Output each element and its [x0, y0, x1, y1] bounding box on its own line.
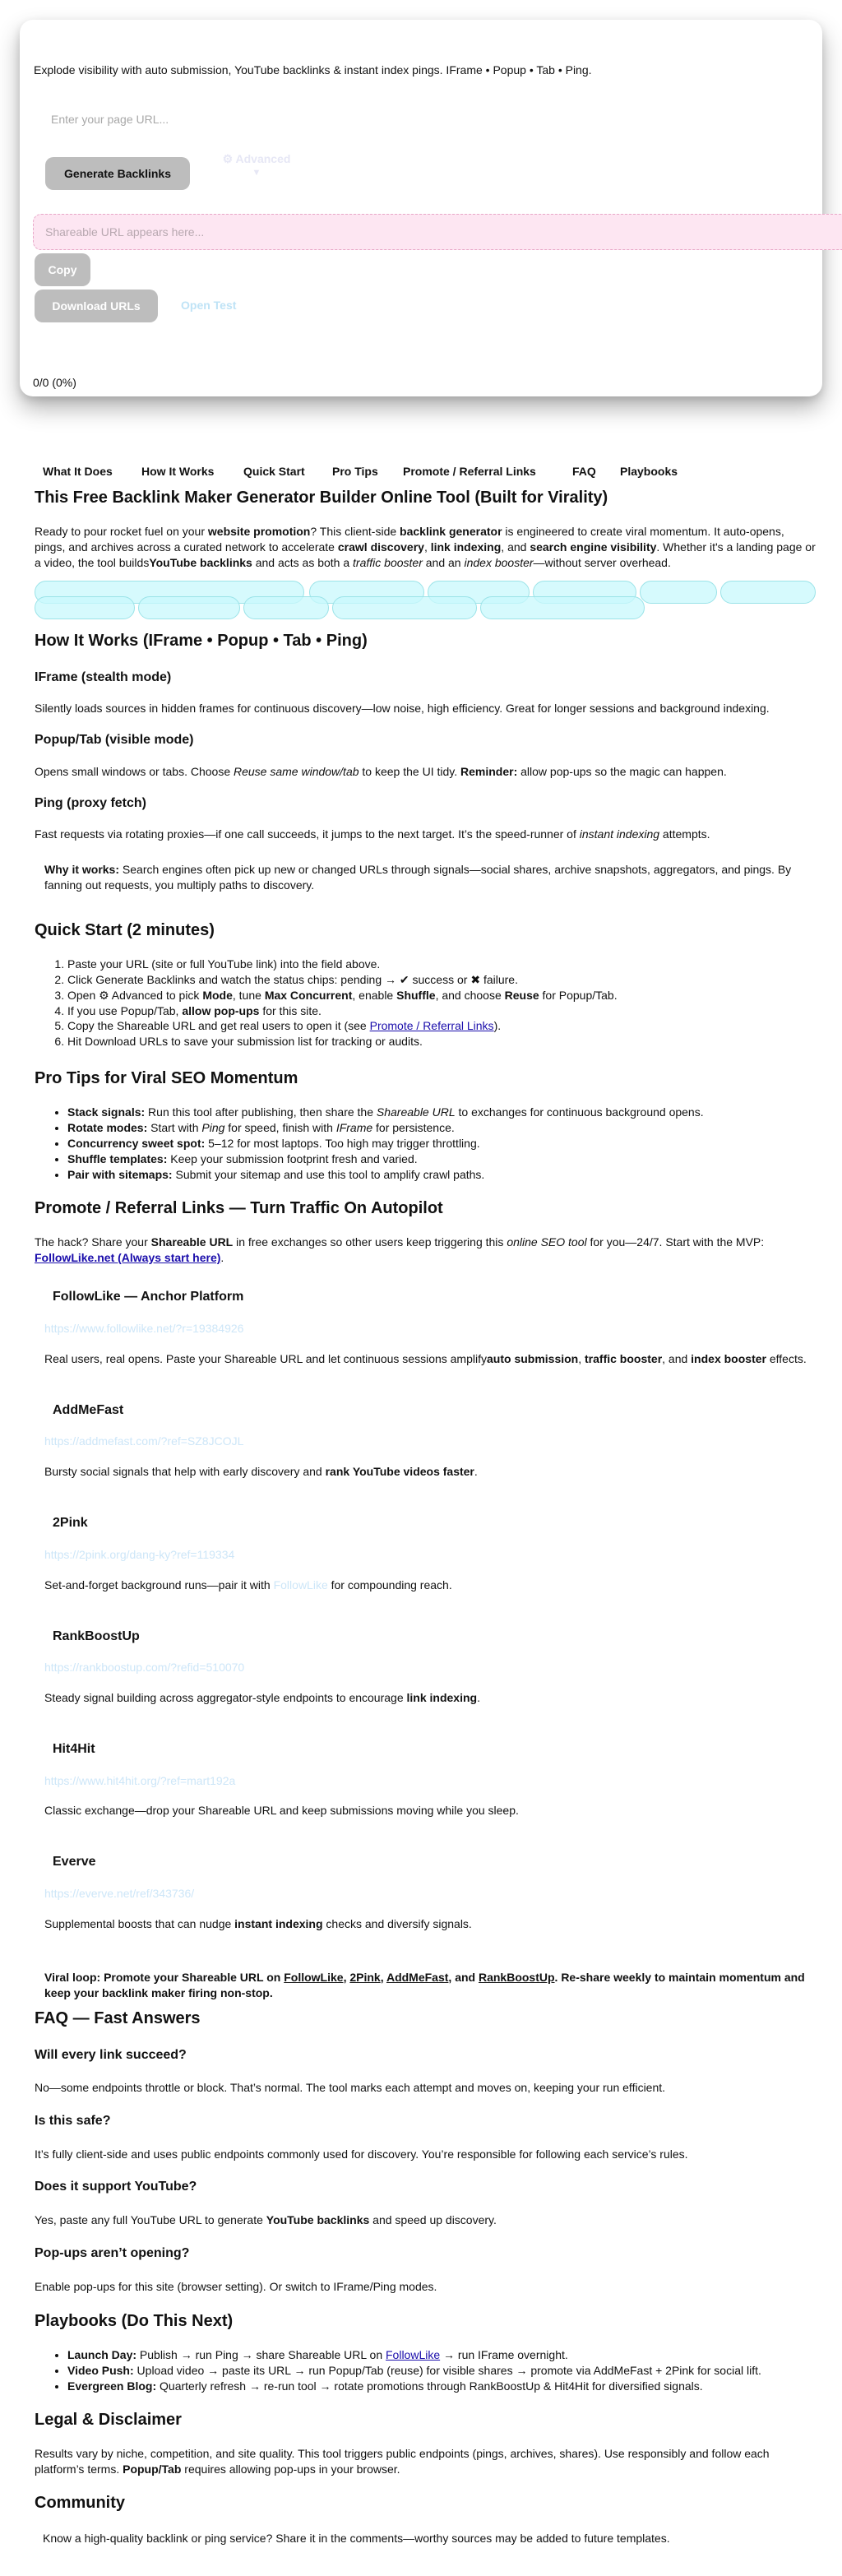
referral-addmefast [44, 1402, 816, 1480]
community-text: Know a high-quality backlink or ping service? Share it in the comments—worthy sources may be added to future templates. [43, 2531, 670, 2545]
referral-description: Classic exchange—drop your Shareable URL and keep submissions moving while you sleep. [44, 1804, 519, 1818]
faq-answer: It’s fully client-side and uses public endpoints commonly used for discovery. You’re responsible for following each service’s rules. [35, 2147, 688, 2161]
nav-promote-referral-links[interactable]: Promote / Referral Links [403, 465, 536, 478]
referral-url[interactable]: https://everve.net/ref/343736/ [44, 1886, 195, 1900]
referral-name: Hit4Hit [53, 1741, 95, 1756]
status-chip [720, 581, 816, 604]
viral-loop-note: Viral loop: Promote your Shareable URL on FollowLike, 2Pink, AddMeFast, and RankBoostUp. Re-share weekly to maintain momentum and keep your backlink maker firing non-stop. [44, 1970, 805, 1999]
iframe-mode-title: IFrame (stealth mode) [35, 669, 172, 684]
referral-hit4hit [44, 1740, 816, 1818]
referral-description: Real users, real opens. Paste your Shareable URL and let continuous sessions amplifyauto submission, traffic booster, and index booster effects. [44, 1351, 807, 1365]
download-urls-button[interactable]: Download URLs [35, 290, 158, 322]
quick-start-step: 2. Click Generate Backlinks and watch the status chips: pending → ✔ success or ✖ failure. [67, 972, 816, 988]
promote-intro: The hack? Share your Shareable URL in free exchanges so other users keep triggering this online SEO tool for you—24/7. Start with the MVP: FollowLike.net (Always start here). [35, 1235, 765, 1264]
playbook-item: • Launch Day: Publish → run Ping → share Shareable URL on FollowLike → run IFrame overnight. [67, 2347, 816, 2363]
legal-text: Results vary by niche, competition, and site quality. This tool triggers public endpoints (pings, archives, shares). Use responsibly and follow each platform’s terms. Popup/Tab requires allowing pop-ups in your browser. [35, 2447, 770, 2476]
referral-name: 2Pink [53, 1516, 88, 1531]
faq-answer: Enable pop-ups for this site (browser setting). Or switch to IFrame/Ping modes. [35, 2279, 437, 2293]
pro-tips-title: Pro Tips for Viral SEO Momentum [35, 1069, 298, 1088]
referral-followlike [44, 1288, 816, 1366]
ping-mode-text: Fast requests via rotating proxies—if one call succeeds, it jumps to the next target. It’s the speed-runner of instant indexing attempts. [35, 827, 710, 841]
quick-start-title: Quick Start (2 minutes) [35, 920, 215, 939]
quick-start-step: 5. Copy the Shareable URL and get real users to open it (see Promote / Referral Links). [67, 1018, 816, 1034]
referral-description: Steady signal building across aggregator-style endpoints to encourage link indexing. [44, 1691, 480, 1705]
faq-title: FAQ — Fast Answers [35, 2008, 201, 2027]
status-chip [480, 596, 645, 619]
tool-card [20, 20, 822, 396]
referral-description: Bursty social signals that help with early discovery and rank YouTube videos faster. [44, 1465, 478, 1479]
quick-start-steps [35, 957, 816, 1049]
advanced-label: ⚙ Advanced [222, 152, 291, 165]
referral-url[interactable]: https://addmefast.com/?ref=SZ8JCOJL [44, 1434, 244, 1448]
viral-link-followlike[interactable]: FollowLike [284, 1970, 344, 1984]
followlike-inline-link[interactable]: FollowLike [273, 1578, 328, 1591]
referral-rankboostup [44, 1628, 816, 1706]
faq-answer: No—some endpoints throttle or block. That’s normal. The tool marks each attempt and moves on, keeping your run efficient. [35, 2081, 666, 2095]
playbooks-title: Playbooks (Do This Next) [35, 2312, 234, 2331]
quick-start-step: 6. Hit Download URLs to save your submission list for tracking or audits. [67, 1034, 816, 1049]
referral-name: FollowLike — Anchor Platform [53, 1290, 244, 1304]
playbook-item: • Evergreen Blog: Quarterly refresh → re-run tool → rotate promotions through RankBoostUp & Hit4Hit for diversified signals. [67, 2379, 816, 2394]
quick-start-step: 1. Paste your URL (site or full YouTube link) into the field above. [67, 957, 816, 972]
section-nav [43, 441, 783, 479]
main-content [35, 487, 816, 2546]
playbook-item: • Video Push: Upload video → paste its URL → run Popup/Tab (reuse) for visible shares → promote via AddMeFast + 2Pink for social lift. [67, 2363, 816, 2379]
generate-backlinks-button[interactable]: Generate Backlinks [45, 157, 190, 190]
playbook-followlike-link[interactable]: FollowLike [386, 2348, 441, 2362]
promote-title: Promote / Referral Links — Turn Traffic On Autopilot [35, 1198, 443, 1217]
referral-name: Everve [53, 1855, 96, 1869]
referral-name: AddMeFast [53, 1402, 124, 1417]
shareable-url-field[interactable] [33, 214, 842, 250]
nav-quick-start[interactable]: Quick Start [243, 465, 305, 478]
advanced-toggle-button[interactable] [217, 151, 296, 192]
referral-2pink [44, 1514, 816, 1592]
faq-question: Is this safe? [35, 2114, 111, 2128]
quick-start-step: 3. Open ⚙ Advanced to pick Mode, tune Max Concurrent, enable Shuffle, and choose Reuse for Popup/Tab. [67, 988, 816, 1003]
page-url-input[interactable] [44, 104, 472, 135]
promote-referral-link[interactable]: Promote / Referral Links [369, 1019, 494, 1033]
faq-question: Will every link succeed? [35, 2047, 187, 2062]
referral-url[interactable]: https://2pink.org/dang-ky?ref=119334 [44, 1547, 235, 1561]
status-chip [640, 581, 717, 604]
tool-tagline: Explode visibility with auto submission, YouTube backlinks & instant index pings. IFrame • Popup • Tab • Ping. [34, 63, 592, 76]
faq-question: Pop-ups aren’t opening? [35, 2245, 190, 2260]
how-it-works-title: How It Works (IFrame • Popup • Tab • Ping) [35, 631, 368, 650]
nav-playbooks[interactable]: Playbooks [620, 465, 678, 478]
intro-paragraph: Ready to pour rocket fuel on your website promotion? This client-side backlink generator is engineered to create viral momentum. It auto-opens, pings, and archives across a curated network to accelerate crawl discovery, link indexing, and search engine visibility. Whether it's a landing page or a video, the tool buildsYouTube backlinks and acts as both a traffic booster and an index booster—without server overhead. [35, 525, 816, 569]
referral-everve [44, 1853, 816, 1931]
viral-link-rankboostup[interactable]: RankBoostUp [478, 1970, 555, 1984]
nav-faq[interactable]: FAQ [572, 465, 596, 478]
popup-mode-title: Popup/Tab (visible mode) [35, 733, 194, 748]
pro-tip: • Pair with sitemaps: Submit your sitemap and use this tool to amplify crawl paths. [67, 1167, 816, 1183]
pro-tip: • Concurrency sweet spot: 5–12 for most laptops. Too high may trigger throttling. [67, 1136, 816, 1151]
faq-answer: Yes, paste any full YouTube URL to generate YouTube backlinks and speed up discovery. [35, 2213, 497, 2227]
referral-description: Supplemental boosts that can nudge instant indexing checks and diversify signals. [44, 1916, 472, 1930]
pro-tip: • Stack signals: Run this tool after publishing, then share the Shareable URL to exchanges for continuous background opens. [67, 1105, 816, 1120]
iframe-mode-text: Silently loads sources in hidden frames for continuous discovery—low noise, high efficiency. Great for longer sessions and background indexing. [35, 702, 770, 716]
chevron-down-icon: ▼ [252, 167, 261, 178]
open-test-button[interactable]: Open Test [181, 299, 237, 312]
viral-link-2pink[interactable]: 2Pink [349, 1970, 381, 1984]
referral-description: Set-and-forget background runs—pair it with FollowLike for compounding reach. [44, 1578, 452, 1591]
referral-url[interactable]: https://www.followlike.net/?r=19384926 [44, 1322, 244, 1336]
quick-start-step: 4. If you use Popup/Tab, allow pop-ups for this site. [67, 1003, 816, 1019]
nav-pro-tips[interactable]: Pro Tips [332, 465, 378, 478]
community-title: Community [35, 2493, 125, 2512]
status-chip [332, 596, 477, 619]
pro-tip: • Shuffle templates: Keep your submission footprint fresh and varied. [67, 1151, 816, 1167]
pro-tips-list [35, 1105, 816, 1182]
referral-name: RankBoostUp [53, 1629, 140, 1643]
followlike-mvp-link[interactable]: FollowLike.net (Always start here) [35, 1250, 221, 1264]
referral-url[interactable]: https://rankboostup.com/?refid=510070 [44, 1661, 245, 1675]
status-chip [243, 596, 329, 619]
popup-mode-text: Opens small windows or tabs. Choose Reuse same window/tab to keep the UI tidy. Reminder: allow pop-ups so the magic can happen. [35, 764, 727, 778]
status-chip [35, 596, 135, 619]
nav-what-it-does[interactable]: What It Does [43, 465, 113, 478]
status-chip [138, 596, 240, 619]
status-chips-row [35, 581, 816, 622]
intro-title: This Free Backlink Maker Generator Builder Online Tool (Built for Virality) [35, 489, 608, 507]
faq-question: Does it support YouTube? [35, 2180, 197, 2194]
viral-link-addmefast[interactable]: AddMeFast [386, 1970, 449, 1984]
referral-url[interactable]: https://www.hit4hit.org/?ref=mart192a [44, 1773, 236, 1787]
why-it-works-note: Why it works: Search engines often pick up new or changed URLs through signals—social shares, archive snapshots, aggregators, and pings. By fanning out requests, you multiply paths to discovery. [44, 863, 792, 892]
pro-tip: • Rotate modes: Start with Ping for speed, finish with IFrame for persistence. [67, 1120, 816, 1136]
progress-counter: 0/0 (0%) [33, 376, 76, 389]
copy-button[interactable]: Copy [35, 253, 90, 286]
nav-how-it-works[interactable]: How It Works [141, 465, 215, 478]
playbooks-list [35, 2347, 816, 2394]
legal-title: Legal & Disclaimer [35, 2411, 182, 2430]
ping-mode-title: Ping (proxy fetch) [35, 795, 147, 810]
